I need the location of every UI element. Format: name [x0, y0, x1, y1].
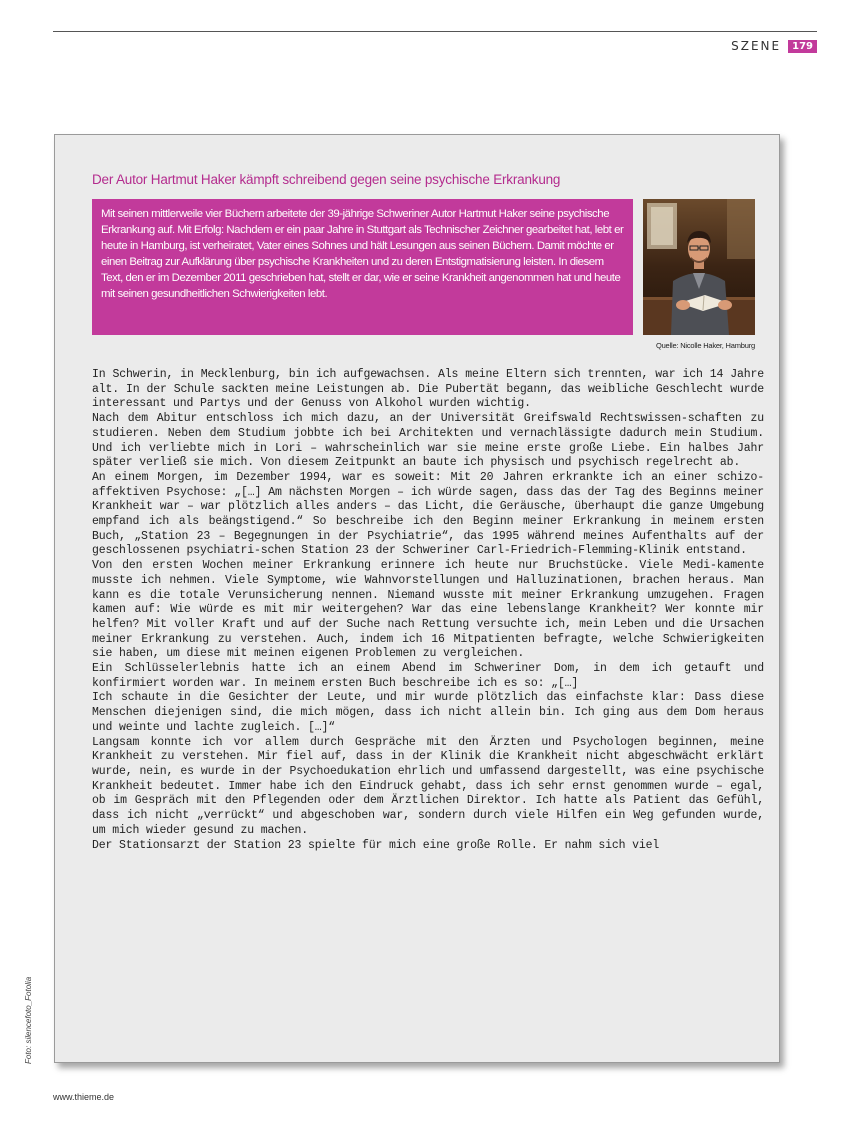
article-headline: Der Autor Hartmut Haker kämpft schreibend gegen seine psychische Erkrankung	[92, 172, 561, 187]
author-photo	[643, 199, 755, 335]
photo-credit: Foto: silencefoto_Fotolia	[24, 976, 33, 1064]
body-paragraph: Von den ersten Wochen meiner Erkrankung erinnere ich heute nur Bruchstücke. Viele Medi-kamente musste ich nehmen. Viele Symptome, wie Wahnvorstellungen und Halluzinationen, brachen heraus. Man kann es die totale Verunsicherung nennen. Niemand wusste mit meiner Erkrankung umzugehen. Fragen kamen auf: Wie würde es mit mir weitergehen? War das eine lebenslange Krankheit? Wer konnte mir helfen? Mit voller Kraft und auf der Suche nach Rettung versuchte ich, mein Leben und die Ursachen meiner Erkrankung zu verstehen. Auch, indem ich 16 Mitpatienten befragte, welche Schwierigkeiten sie haben, um diese mit meinen eigenen Problemen zu vergleichen.	[92, 559, 764, 661]
intro-box: Mit seinen mittlerweile vier Büchern arbeitete der 39-jährige Schweriner Autor Hartmut Haker seine psychische Erkrankung auf. Mit Erfolg: Nachdem er ein paar Jahre in Stuttgart als Technischer Zeichner gearbeitet hat, lebt er heute in Hamburg, ist verheiratet, Vater eines Sohnes und hält Lesungen aus seinen Büchern. Damit möchte er einen Beitrag zur Aufklärung über psychische Krankheiten und zu deren Entstigmatisierung leisten. In diesem Text, den er im Dezember 2011 geschrieben hat, stellt er dar, wie er seine Krankheit angenommen hat und heute mit seinen gesundheitlichen Schwierigkeiten lebt.	[92, 199, 633, 335]
page-number: 179	[788, 40, 817, 53]
body-paragraph: Ein Schlüsselerlebnis hatte ich an einem Abend im Schweriner Dom, in dem ich getauft und konfirmiert worden war. In meinem ersten Buch beschreibe ich es so: „[…]	[92, 662, 764, 690]
section-header	[731, 39, 817, 53]
body-paragraph: Langsam konnte ich vor allem durch Gespräche mit den Ärzten und Psychologen beginnen, meine Krankheit zu verstehen. Mir fiel auf, dass in der Klinik die Krankheit nicht abgeschwächt erklärt wurde, nein, es wurde in der Psychoedukation ehrlich und umfassend dargestellt, was eine psychische Krankheit bedeutet. Immer habe ich den Eindruck gehabt, dass ich sehr ernst genommen wurde – egal, ob im Gespräch mit den Pflegenden oder dem Ärztlichen Direktor. Ich hatte als Patient das Gefühl, dass ich nicht „verrückt“ und abgeschoben war, sondern durch viele Hilfen ein Weg gefunden wurde, um mich wieder gesund zu machen.	[92, 735, 764, 837]
top-rule	[53, 31, 817, 32]
article-body	[92, 368, 764, 853]
photo-caption: Quelle: Nicolle Haker, Hamburg	[655, 341, 755, 350]
body-paragraph: Nach dem Abitur entschloss ich mich dazu, an der Universität Greifswald Rechtswissen-schaften zu studieren. Neben dem Studium jobbte ich bei Architekten und vernachlässigte dadurch mein Studium. Und ich verliebte mich in Lori – wahrscheinlich war sie meine erste große Liebe. Ein halbes Jahr später verließ sie mich. Von diesem Zeitpunkt an baute ich physisch und psychisch regelrecht ab.	[92, 412, 764, 470]
body-paragraph: An einem Morgen, im Dezember 1994, war es soweit: Mit 20 Jahren erkrankte ich an einer schizo-affektiven Psychose: „[…] Am nächsten Morgen – ich würde sagen, dass das der Tag des Beginns meiner Krankheit war – war plötzlich alles anders – das Licht, die Geräusche, überhaupt die ganze Umgebung empfand ich als beängstigend.“ So beschreibe ich den Beginn meiner Erkrankung in meinem ersten Buch, „Station 23 – Begegnungen in der Psychiatrie“, das 1995 während meines Aufenthalts auf der geschlossenen psychiatri-schen Station 23 der Schweriner Carl-Friedrich-Flemming-Klinik entstand.	[92, 470, 764, 558]
body-paragraph: Ich schaute in die Gesichter der Leute, und mir wurde plötzlich das einfachste klar: Dass diese Menschen diejenigen sind, die mich mögen, dass ich nicht allein bin. Ich ging aus dem Dom heraus und weinte und lachte zugleich. […]“	[92, 691, 764, 734]
article-box	[54, 134, 780, 1063]
body-paragraph: In Schwerin, in Mecklenburg, bin ich aufgewachsen. Als meine Eltern sich trennten, war ich 14 Jahre alt. In der Schule sackten meine Leistungen ab. Die Pubertät begann, das weibliche Geschlecht wurde interessant und Partys und der Genuss von Alkohol wurden wichtig.	[92, 368, 764, 411]
section-label: SZENE	[731, 39, 782, 53]
footer-url: www.thieme.de	[53, 1092, 115, 1102]
body-paragraph: Der Stationsarzt der Station 23 spielte für mich eine große Rolle. Er nahm sich viel	[92, 838, 660, 852]
